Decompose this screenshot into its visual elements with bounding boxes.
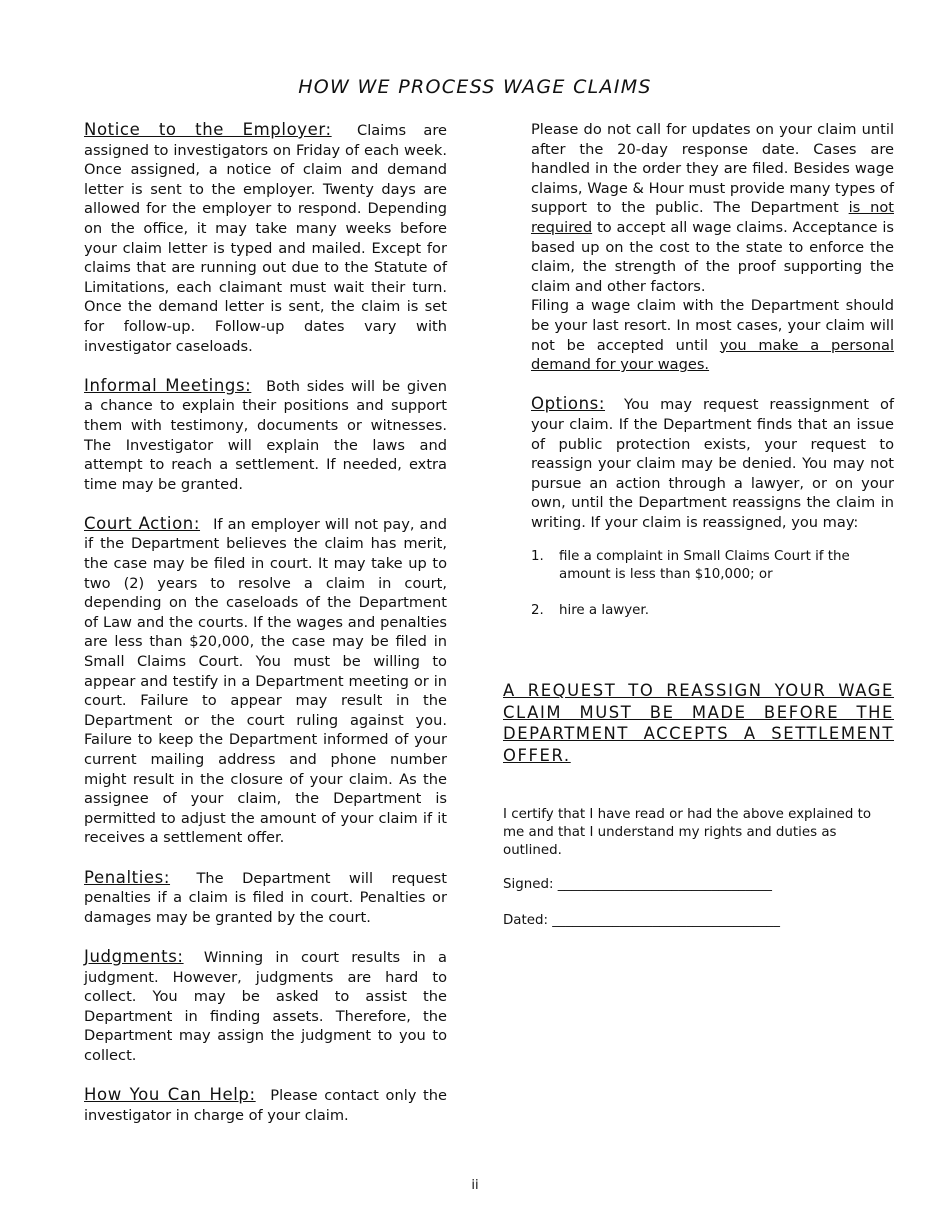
informal-meetings-paragraph [84,376,447,495]
judgments-heading: Judgments: [84,946,184,966]
list-text: hire a lawyer. [559,603,649,619]
options-text: You may request reassignment of your claim. If the Department finds that an issue of public protection exists, your request to reassign your claim may be denied. You may not pursue an action through a lawyer, or on your own, until the Department reassigns the claim in writing. If your claim is reassigned, you may: [531,396,895,531]
dated-blank: __________________________________ [552,913,780,928]
list-number: 2. [531,603,544,619]
filing-paragraph [531,296,894,374]
notice-text: Claims are assigned to investigators on Friday of each week. Once assigned, a notice of claim and demand letter is sent to the employer. Twenty days are allowed for the employer to respond. Depending on the office, it may take many weeks before your claim letter is typed and mailed. Except for claims that are running out due to the Statute of Limitations, each claimant must wait their turn. Once the demand letter is sent, the claim is set for follow-up. Follow-up dates vary with investigator caseloads. [84,122,448,355]
options-heading: Options: [531,394,606,414]
informal-meetings-heading: Informal Meetings: [84,375,252,395]
date-line [503,913,780,928]
court-action-heading: Court Action: [84,513,201,533]
judgments-paragraph [84,947,447,1066]
updates-underline: is not required [531,199,895,236]
signed-blank: ________________________________ [557,877,772,892]
left-column [84,120,447,1125]
signature-line [503,877,772,892]
notice-heading: Notice to the Employer: [84,120,332,139]
list-text: file a complaint in Small Claims Court if the amount is less than $10,000; or [559,549,850,583]
list-item [531,548,894,584]
updates-text-b: to accept all wage claims. Acceptance is based up on the cost to the state to enforce the claim, the strength of the proof supporting the claim and other factors. [531,218,894,295]
options-paragraph [531,394,894,532]
court-action-paragraph [84,514,447,848]
penalties-text: The Department will request penalties if a claim is filed in court. Penalties or damages may be granted by the court. [84,869,447,926]
penalties-heading: Penalties: [84,867,171,887]
penalties-paragraph [84,868,447,928]
page-number: ii [471,1178,479,1193]
updates-paragraph [531,120,894,296]
list-number: 1. [531,549,544,565]
certification-statement: I certify that I have read or had the above explained to me and that I understand my rights and duties as outlined. [503,807,872,858]
signed-label: Signed: [503,877,554,892]
filing-text: Filing a wage claim with the Department should be your last resort. In most cases, your claim will not be accepted until [531,297,894,354]
help-heading: How You Can Help: [84,1085,256,1105]
reassign-request-notice: A REQUEST TO REASSIGN YOUR WAGE CLAIM MUST BE MADE BEFORE THE DEPARTMENT ACCEPTS A SETTLEMENT OFFER. [503,681,894,765]
dated-label: Dated: [503,913,549,928]
options-list [531,548,894,620]
help-text: Please contact only the investigator in charge of your claim. [84,1087,447,1124]
filing-underline: you make a personal demand for your wages. [531,336,895,374]
right-column [531,120,894,638]
updates-text-a: Please do not call for updates on your claim until after the 20-day response date. Cases are handled in the order they are filed. Besides wage claims, Wage & Hour must provide many types of support to the public. The Department [531,121,894,217]
judgments-text: Winning in court results in a judgment. However, judgments are hard to collect. You may be asked to assist the Department in finding assets. Therefore, the Department may assign the judgment to you to collect. [84,948,448,1064]
notice-paragraph [84,120,447,356]
list-item [531,602,894,620]
page-title: HOW WE PROCESS WAGE CLAIMS [298,76,652,98]
help-paragraph [84,1085,447,1125]
informal-meetings-text: Both sides will be given a chance to explain their positions and support them with testimony, documents or witnesses. The Investigator will explain the laws and attempt to reach a settlement. If needed, extra time may be granted. [84,377,448,493]
court-action-text: If an employer will not pay, and if the Department believes the claim has merit, the case may be filed in court. It may take up to two (2) years to resolve a claim in court, depending on the caseloads of the Department of Law and the courts. If the wages and penalties are less than $20,000, the case may be filed in Small Claims Court. You must be willing to appear and testify in a Department meeting or in court. Failure to appear may result in the Department or the court ruling against you. Failure to keep the Department informed of your current mailing address and phone number might result in the closure of your claim. As the assignee of your claim, the Department is permitted to adjust the amount of your claim if it receives a settlement offer. [84,515,448,847]
